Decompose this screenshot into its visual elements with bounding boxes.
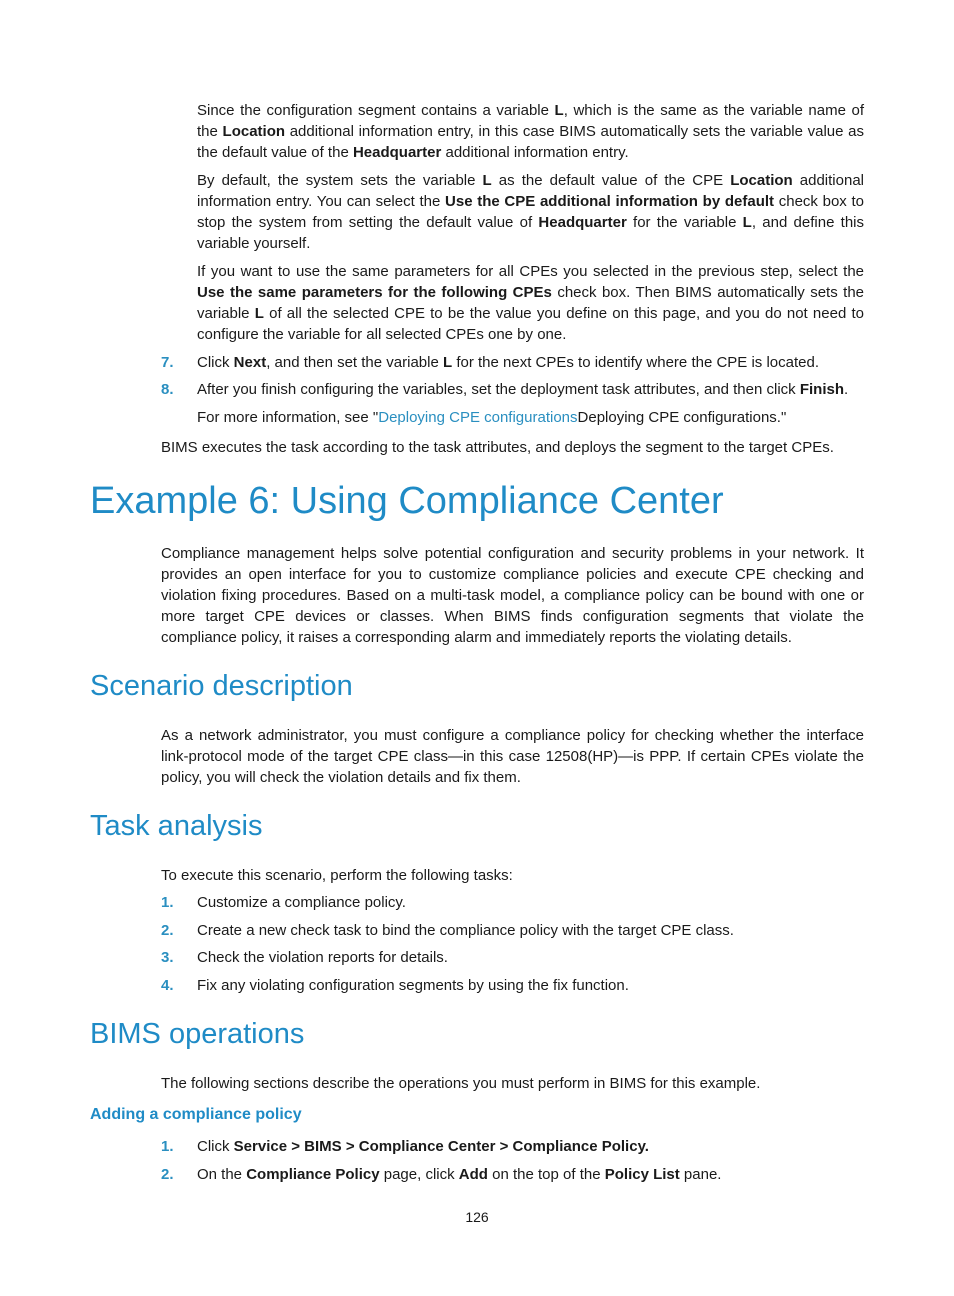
example-title: Example 6: Using Compliance Center — [90, 480, 724, 522]
task-title: Task analysis — [90, 810, 263, 842]
task-step-number: 1. — [161, 894, 174, 911]
more-info-text: For more information, see "Deploying CPE configurationsDeploying CPE configurations." — [197, 409, 787, 426]
task-intro: To execute this scenario, perform the following tasks: — [161, 867, 513, 884]
step-number: 8. — [161, 381, 174, 398]
step-8-text: After you finish configuring the variables, set the deployment task attributes, and then click Finish. — [197, 381, 849, 398]
step-7-text: Click Next, and then set the variable L for the next CPEs to identify where the CPE is located. — [197, 354, 820, 371]
paragraph-same-parameters: If you want to use the same parameters for all CPEs you selected in the previous step, select the Use the same parameters for the following CPEs check box. Then BIMS automatically sets the variable L of all the selected CPE to be the value you define on this page, and you do not need to configure the variable for all selected CPEs one by one. — [197, 263, 865, 343]
task-step-number: 4. — [161, 977, 174, 994]
step-number: 7. — [161, 354, 174, 371]
deploying-cpe-link[interactable]: Deploying CPE configurations — [378, 409, 578, 426]
paragraph-variable-location: Since the configuration segment contains a variable L, which is the same as the variable name of the Location additional information entry, in this case BIMS automatically sets the variable value as the default value of the Headquarter additional information entry. — [197, 102, 864, 161]
example-body: Compliance management helps solve potential configuration and security problems in your network. It provides an open interface for you to customize compliance policies and execute CPE checking and violation fixing procedures. Based on a multi-task model, a compliance policy can be bound with one or more target CPE devices or classes. When BIMS finds configuration segments that violate the compliance policy, it raises a corresponding alarm and immediately reports the violating details. — [161, 545, 864, 646]
bims-intro: The following sections describe the operations you must perform in BIMS for this example. — [161, 1075, 761, 1092]
task-step-text: Customize a compliance policy. — [197, 894, 406, 911]
task-step-text: Fix any violating configuration segments by using the fix function. — [197, 977, 629, 994]
task-step-number: 2. — [161, 922, 174, 939]
task-step-text: Create a new check task to bind the compliance policy with the target CPE class. — [197, 922, 734, 939]
task-step-text: Check the violation reports for details. — [197, 949, 448, 966]
bims-step-number: 1. — [161, 1138, 174, 1155]
scenario-title: Scenario description — [90, 670, 353, 702]
page-number: 126 — [465, 1209, 489, 1225]
scenario-body: As a network administrator, you must configure a compliance policy for checking whether the interface link-protocol mode of the target CPE class—in this case 12508(HP)—is PPP. If certain CPEs violate the policy, you will check the violation details and fix them. — [161, 727, 864, 786]
paragraph-default-variable: By default, the system sets the variable L as the default value of the CPE Location additional information entry. You can select the Use the CPE additional information by default check box to stop the system from setting the default value of Headquarter for the variable L, and define this variable yourself. — [197, 172, 864, 252]
bims-title: BIMS operations — [90, 1018, 305, 1050]
bims-executes-text: BIMS executes the task according to the task attributes, and deploys the segment to the target CPEs. — [161, 439, 834, 456]
bims-step-2-text: On the Compliance Policy page, click Add on the top of the Policy List pane. — [197, 1166, 722, 1183]
bims-step-number: 2. — [161, 1166, 174, 1183]
subsection-title: Adding a compliance policy — [90, 1106, 302, 1123]
task-step-number: 3. — [161, 949, 174, 966]
bims-step-1-text: Click Service > BIMS > Compliance Center > Compliance Policy. — [197, 1138, 649, 1155]
